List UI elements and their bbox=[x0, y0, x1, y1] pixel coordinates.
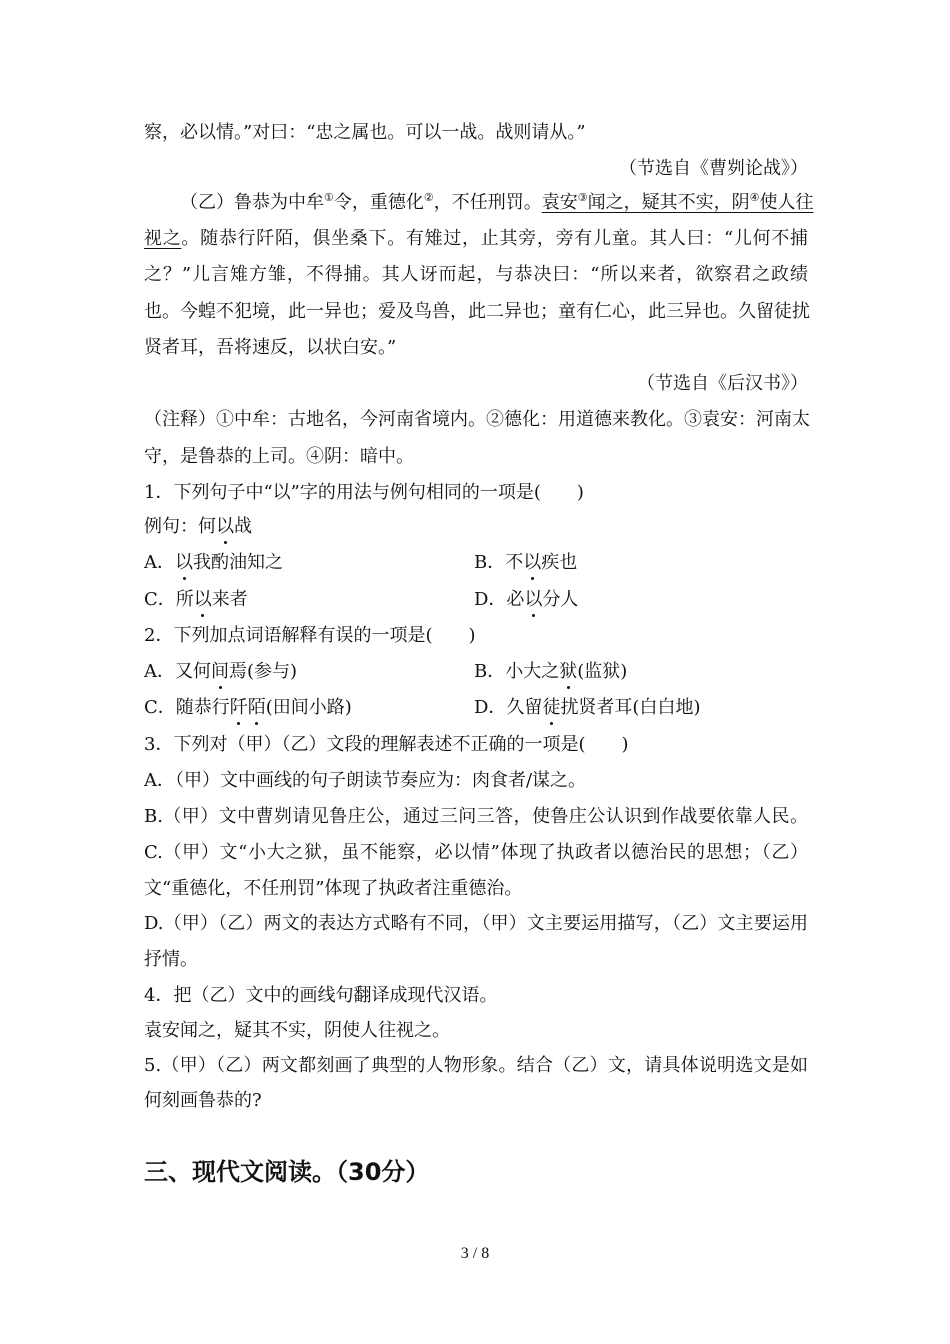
section-heading: 三、现代文阅读。（30分） bbox=[144, 1158, 430, 1186]
question-1: 1．下列句子中“以”字的用法与例句相同的一项是( ) bbox=[144, 482, 584, 503]
question-5-cont: 何刻画鲁恭的? bbox=[144, 1090, 262, 1111]
q1-option-b[interactable]: B．不以疾也 bbox=[474, 549, 577, 577]
q2-option-a[interactable]: A．又何间焉(参与) bbox=[144, 658, 297, 686]
question-4: 4．把（乙）文中的画线句翻译成现代汉语。 bbox=[144, 985, 498, 1006]
q3-option-c[interactable]: C.（甲）文“小大之狱，虽不能察，必以情”体现了执政者以德治民的思想；（乙） bbox=[144, 842, 808, 863]
annotation-line: 守，是鲁恭的上司。④阴：暗中。 bbox=[144, 446, 414, 467]
q1-option-a[interactable]: A．以我酌油知之 bbox=[144, 549, 283, 577]
question-3: 3．下列对（甲）（乙）文段的理解表述不正确的一项是( ) bbox=[144, 734, 629, 755]
page-number: 3 / 8 bbox=[460, 1245, 490, 1262]
source-citation: （节选自《后汉书》） bbox=[637, 373, 808, 394]
question-4-sentence: 袁安闻之，疑其不实，阴使人往视之。 bbox=[144, 1020, 450, 1041]
passage-line: 也。今蝗不犯境，此一异也；爱及鸟兽，此二异也；童有仁心，此三异也。久留徒扰 bbox=[144, 301, 810, 322]
q1-option-c[interactable]: C．所以来者 bbox=[144, 586, 248, 614]
q3-option-c-cont: 文“重德化，不任刑罚”体现了执政者注重德治。 bbox=[144, 878, 523, 899]
q2-option-c[interactable]: C．随恭行阡陌(田间小路) bbox=[144, 694, 352, 722]
q3-option-b[interactable]: B.（甲）文中曹刿请见鲁庄公，通过三问三答，使鲁庄公认识到作战要依靠人民。 bbox=[144, 806, 808, 827]
question-2: 2．下列加点词语解释有误的一项是( ) bbox=[144, 625, 476, 646]
passage-line: 贤者耳，吾将速反，以状白安。” bbox=[144, 337, 397, 358]
text-line: 察，必以情。”对曰：“忠之属也。可以一战。战则请从。” bbox=[144, 122, 586, 143]
q2-option-b[interactable]: B．小大之狱(监狱) bbox=[474, 658, 627, 686]
passage-line: 之？”儿言雉方雏，不得捕。其人讶而起，与恭决曰：“所以来者，欲察君之政绩 bbox=[144, 264, 808, 285]
q3-option-d-cont: 抒情。 bbox=[144, 949, 198, 970]
question-5: 5.（甲）（乙）两文都刻画了典型的人物形象。结合（乙）文，请具体说明选文是如 bbox=[144, 1055, 808, 1076]
example-sentence: 例句：何以战 bbox=[144, 513, 808, 541]
annotation-line: （注释）①中牟：古地名，今河南省境内。②德化：用道德来教化。③袁安：河南太 bbox=[144, 409, 810, 430]
q2-option-d[interactable]: D．久留徒扰贤者耳(白白地) bbox=[474, 694, 700, 722]
passage-line: （乙）鲁恭为中牟①令，重德化②，不任刑罚。袁安③闻之，疑其不实，阴④使人往 bbox=[180, 191, 814, 213]
q3-option-a[interactable]: A．（甲）文中画线的句子朗读节奏应为：肉食者/谋之。 bbox=[144, 770, 587, 791]
underlined-sentence: 袁安③闻之，疑其不实，阴④使人往 bbox=[541, 191, 814, 213]
q3-option-d[interactable]: D.（甲）（乙）两文的表达方式略有不同，（甲）文主要运用描写，（乙）文主要运用 bbox=[144, 913, 808, 934]
q1-option-d[interactable]: D．必以分人 bbox=[474, 586, 578, 614]
passage-line: 视之。随恭行阡陌，俱坐桑下。有雉过，止其旁，旁有儿童。其人曰：“儿何不捕 bbox=[144, 228, 809, 249]
source-citation: （节选自《曹刿论战》） bbox=[619, 158, 808, 179]
document-page bbox=[144, 0, 814, 1344]
